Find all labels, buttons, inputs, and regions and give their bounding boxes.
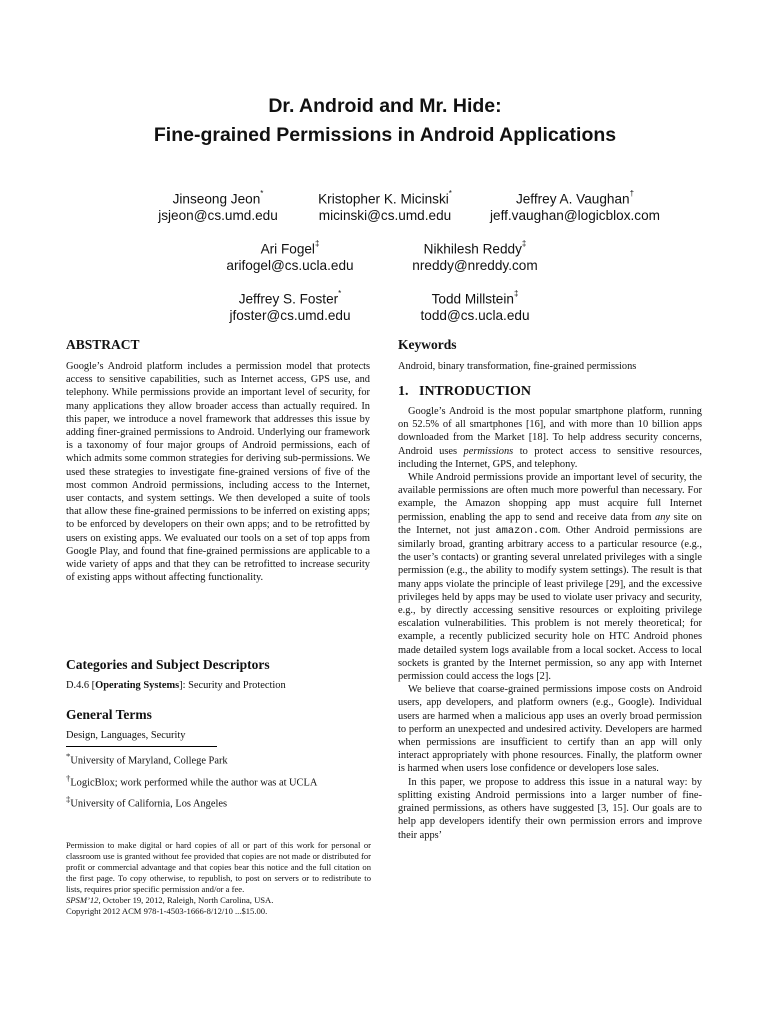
footnote-mark: ‡ <box>66 794 71 805</box>
author-name: Jeffrey A. Vaughan <box>515 191 630 207</box>
emphasis: any <box>655 511 671 523</box>
copyright-line: Copyright 2012 ACM 978-1-4503-1666-8/12/10 ...$15.00. <box>66 906 268 916</box>
code-text: amazon.com <box>495 524 558 537</box>
author-name: Ari Fogel <box>260 241 315 257</box>
categories-text <box>66 679 370 692</box>
abstract-paragraph: Google’s Android platform includes a permission model that protects access to sensitive capabilities, such as Internet access, GPS use, and telephony. While permissions provide an important level of security, for many applications they allow broader access than actually required. In this paper, we introduce a novel framework that addresses this issue by adding finer-grained permissions to Android. Underlying our framework is a taxonomy of four major groups of Android permissions, each of which admits some common strategies for deriving sub-permissions. We used these strategies to investigate fine-grained versions of five of the most common Android permissions, including access to the Internet, user contacts, and system settings. We then developed a suite of tools that allow these fine-grained permissions to be inferred on existing apps; to be enforced by developers on their own apps; and to be retrofitted by users on existing apps. We evaluated our tools on a set of top apps from Google Play, and found that fine-grained permissions are applicable to a wide variety of apps and that they can be retrofitted to increase security of existing apps without affecting functionality. <box>66 361 370 584</box>
affiliation-mark: * <box>260 189 264 198</box>
author-name: Jinseong Jeon <box>172 191 261 207</box>
author-block <box>205 238 375 274</box>
author-name: Nikhilesh Reddy <box>423 241 522 257</box>
abstract-heading: ABSTRACT <box>66 337 140 352</box>
permission-notice <box>66 840 371 917</box>
author-email: todd@cs.ucla.edu <box>420 307 530 323</box>
categories-heading: Categories and Subject Descriptors <box>66 657 270 672</box>
category-bold: Operating Systems <box>95 680 180 691</box>
title-line-2: Fine-grained Permissions in Android Applications <box>153 124 617 146</box>
footnote-mark: † <box>66 772 71 783</box>
venue-name: SPSM’12, <box>66 895 101 905</box>
keywords-heading: Keywords <box>398 337 457 352</box>
author-email: jeff.vaughan@logicblox.com <box>490 207 660 223</box>
intro-paragraph-2 <box>398 471 702 683</box>
permission-text: Permission to make digital or hard copies of all or part of this work for personal or classroom use is granted without fee provided that copies are not made or distributed for profit or commercial advantage and that copies bear this notice and the full citation on the first page. To copy otherwise, to republish, to post on servers or to redistribute to lists, requires prior specific permission and/or a fee. <box>66 840 371 894</box>
author-email: jsjeon@cs.umd.edu <box>158 207 278 223</box>
author-email: jfoster@cs.umd.edu <box>229 307 351 323</box>
affiliation-mark: * <box>338 289 342 298</box>
keywords-text: Android, binary transformation, fine-grained permissions <box>398 361 637 372</box>
footnotes <box>66 750 370 811</box>
author-block <box>390 288 560 324</box>
category-code: D.4.6 [ <box>66 680 96 691</box>
author-email: micinski@cs.umd.edu <box>318 207 452 223</box>
footnote-text: University of Maryland, College Park <box>70 755 228 767</box>
general-terms-heading: General Terms <box>66 707 152 722</box>
affiliation-mark: ‡ <box>513 289 519 298</box>
text-run: While Android permissions provide an important level of security, the available permissions are often much more powerful than necessary. For example, the Amazon shopping app must acquire full Internet permission, enabling the app to send and receive data from <box>398 472 702 523</box>
footnote-text: LogicBlox; work performed while the author was at UCLA <box>70 777 318 789</box>
intro-body <box>398 405 702 842</box>
author-email: nreddy@nreddy.com <box>412 257 538 273</box>
footnote-rule <box>66 746 217 747</box>
intro-heading: 1. INTRODUCTION <box>398 384 532 399</box>
abstract-text <box>66 360 370 584</box>
affiliation-mark: † <box>629 189 635 198</box>
footnote-text: University of California, Los Angeles <box>70 798 228 810</box>
author-name: Todd Millstein <box>431 291 514 307</box>
text-run: to protect access to sensitive resources, including the Internet, GPS, and telephony. <box>398 445 702 470</box>
text-run: Google’s Android is the most popular smartphone platform, running on 52.5% of all smartphones [16], and with more than 10 billion apps downloaded from the Market [18]. To help address security concerns, Android uses <box>398 406 702 457</box>
author-name: Kristopher K. Micinski <box>318 191 449 207</box>
author-name: Jeffrey S. Foster <box>238 291 339 307</box>
author-block <box>118 188 318 224</box>
author-block <box>470 188 680 224</box>
category-rest: ]: Security and Protection <box>179 680 286 691</box>
affiliation-mark: * <box>448 189 452 198</box>
intro-paragraph-3: We believe that coarse-grained permissions impose costs on Android users, app developers, and platform owners (e.g., Google). Individual users are harmed when a malicious app uses an overly broad permission to perform an unexpected and undesired activity. Developers are harmed when permissions are insufficient to certify than an app will only interact appropriately with phone resources. Finally, the platform owner is harmed when users lose confidence or developers lose sales. <box>398 684 702 775</box>
intro-paragraph-4: In this paper, we propose to address this issue in a natural way: by splitting existing Android permissions into a larger number of fine-grained permissions, as others have suggested [3, 15]. Our goals are to help app developers identify their own permission errors and improve their apps’ <box>398 776 702 841</box>
emphasis: permissions <box>463 445 514 457</box>
footnote-mark: * <box>66 751 71 761</box>
author-block <box>390 238 560 274</box>
affiliation-mark: ‡ <box>314 239 320 248</box>
venue-details: October 19, 2012, Raleigh, North Carolina, USA. <box>100 895 274 905</box>
general-terms-text: Design, Languages, Security <box>66 730 186 741</box>
author-block <box>205 288 375 324</box>
author-email: arifogel@cs.ucla.edu <box>226 257 354 273</box>
intro-paragraph-1 <box>398 405 702 471</box>
title-line-1: Dr. Android and Mr. Hide: <box>268 95 502 117</box>
text-run: . Other Android permissions are similarly broad, granting arbitrary access to a particular resource (e.g., the user’s contacts) or granting several unrelated privileges with a single permission (e.g., the ability to modify system settings). The result is that many apps violate the principle of least privilege [29], and the excessive privileges held by apps may be used to violate user privacy and security, e.g., by directly accessing sensitive resources or exploiting privilege escalation vulnerabilities. This problem is not merely theoretical; for example, a recently publicized security hole on HTC Android phones made detailed system logs available from a local socket. Access to local sockets is granted by the Internet permission, so any app with Internet permission could access the logs [2]. <box>398 524 702 683</box>
affiliation-mark: ‡ <box>521 239 527 248</box>
author-block <box>290 188 480 224</box>
text-run: site on the Internet, not just <box>398 511 702 536</box>
paper-title <box>0 92 770 150</box>
